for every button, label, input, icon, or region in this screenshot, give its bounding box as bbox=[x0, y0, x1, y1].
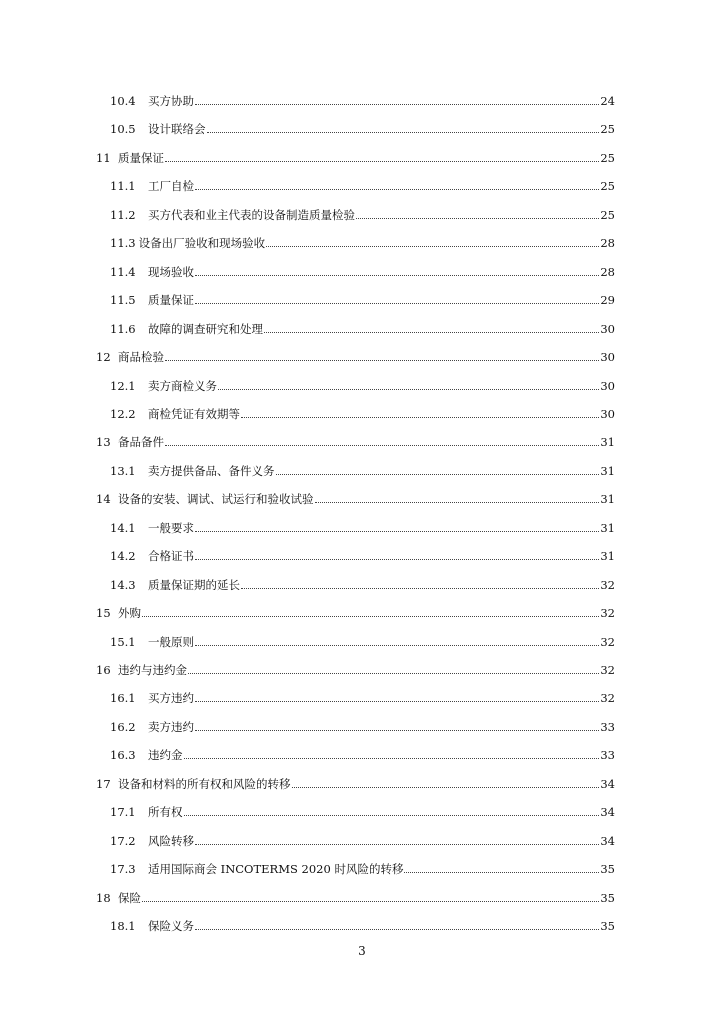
toc-entry-page: 31 bbox=[600, 520, 615, 535]
toc-entry-title: 一般要求 bbox=[148, 520, 194, 535]
toc-entry[interactable] bbox=[110, 830, 615, 848]
toc-entry[interactable] bbox=[110, 232, 615, 250]
toc-entry-page: 30 bbox=[600, 350, 615, 365]
toc-dot-leader bbox=[184, 757, 600, 759]
toc-dot-leader bbox=[276, 473, 600, 475]
toc-entry-page: 31 bbox=[600, 549, 615, 564]
toc-entry-page: 31 bbox=[600, 492, 615, 507]
toc-entry[interactable] bbox=[110, 858, 615, 876]
toc-dot-leader bbox=[356, 217, 599, 219]
toc-entry-number: 16.1 bbox=[110, 691, 136, 706]
toc-entry-number: 12.1 bbox=[110, 378, 136, 393]
toc-entry-number: 10.4 bbox=[110, 94, 136, 108]
toc-entry-number: 18.1 bbox=[110, 919, 136, 934]
toc-entry-page: 34 bbox=[600, 805, 615, 820]
toc-entry-number: 13 bbox=[96, 435, 111, 450]
toc-entry-number: 11.1 bbox=[110, 179, 136, 194]
toc-entry-number: 17.1 bbox=[110, 805, 136, 820]
toc-dot-leader bbox=[292, 786, 600, 788]
toc-entry-number: 14.2 bbox=[110, 549, 136, 564]
toc-dot-leader bbox=[195, 729, 599, 731]
toc-entry-title: 卖方违约 bbox=[148, 719, 194, 734]
toc-entry-title: 保险义务 bbox=[148, 919, 194, 934]
toc-entry-page: 25 bbox=[600, 150, 615, 165]
toc-entry-title: 设备的安装、调试、试运行和验收试验 bbox=[118, 492, 314, 507]
toc-entry[interactable] bbox=[110, 318, 615, 336]
toc-entry-title: 违约与违约金 bbox=[118, 663, 187, 677]
toc-entry-title: 买方违约 bbox=[148, 691, 194, 706]
toc-entry-title: 质量保证 bbox=[118, 150, 164, 165]
toc-dot-leader bbox=[241, 416, 599, 418]
toc-dot-leader bbox=[218, 388, 599, 390]
toc-entry-page: 30 bbox=[600, 406, 615, 421]
toc-entry[interactable] bbox=[110, 175, 615, 193]
toc-entry[interactable] bbox=[110, 403, 615, 421]
toc-dot-leader bbox=[195, 928, 599, 930]
toc-entry-page: 32 bbox=[600, 691, 615, 706]
toc-entry-title: 质量保证 bbox=[148, 293, 194, 308]
toc-entry-title: 设备出厂验收和现场验收 bbox=[138, 236, 266, 251]
toc-entry[interactable] bbox=[110, 574, 615, 592]
toc-entry-page: 25 bbox=[600, 122, 615, 137]
toc-entry-number: 11.6 bbox=[110, 321, 136, 336]
toc-entry-page: 31 bbox=[600, 463, 615, 478]
toc-entry-title: 现场验收 bbox=[148, 264, 194, 279]
toc-dot-leader bbox=[195, 103, 599, 105]
toc-entry[interactable] bbox=[110, 289, 615, 307]
toc-entry-number: 10.5 bbox=[110, 122, 136, 137]
toc-entry-number: 14 bbox=[96, 492, 111, 507]
toc-dot-leader bbox=[188, 672, 599, 674]
toc-entry-number: 11.5 bbox=[110, 293, 136, 308]
toc-entry-number: 16 bbox=[96, 663, 111, 677]
toc-entry-title: 违约金 bbox=[148, 748, 183, 763]
toc-entry-number: 18 bbox=[96, 890, 111, 905]
toc-entry[interactable] bbox=[110, 545, 615, 563]
toc-entry-page: 28 bbox=[600, 236, 615, 251]
toc-entry-number: 17.2 bbox=[110, 833, 136, 848]
toc-dot-leader bbox=[195, 843, 599, 845]
toc-dot-leader bbox=[264, 331, 599, 333]
toc-entry[interactable] bbox=[110, 687, 615, 705]
toc-entry-page: 32 bbox=[600, 663, 615, 677]
toc-entry[interactable] bbox=[96, 659, 615, 677]
toc-entry-page: 33 bbox=[600, 748, 615, 763]
toc-entry-title: 买方协助 bbox=[148, 94, 194, 108]
toc-entry-page: 25 bbox=[600, 207, 615, 222]
toc-entry-title: 质量保证期的延长 bbox=[148, 577, 240, 592]
toc-dot-leader bbox=[165, 444, 599, 446]
toc-entry[interactable] bbox=[96, 147, 615, 165]
toc-entry-title: 商检凭证有效期等 bbox=[148, 406, 240, 421]
toc-entry-page: 24 bbox=[600, 94, 615, 108]
toc-entry-number: 12.2 bbox=[110, 406, 136, 421]
toc-entry-page: 35 bbox=[600, 919, 615, 934]
toc-entry-title: 所有权 bbox=[148, 805, 183, 820]
toc-dot-leader bbox=[195, 302, 599, 304]
toc-dot-leader bbox=[184, 814, 600, 816]
toc-entry-page: 32 bbox=[600, 634, 615, 649]
toc-dot-leader bbox=[195, 274, 599, 276]
toc-entry-number: 17.3 bbox=[110, 862, 136, 877]
toc-entry[interactable] bbox=[96, 602, 615, 620]
toc-entry-title: 设备和材料的所有权和风险的转移 bbox=[118, 776, 291, 791]
toc-dot-leader bbox=[404, 871, 599, 873]
toc-entry-page: 34 bbox=[600, 833, 615, 848]
toc-entry-number: 15 bbox=[96, 606, 111, 621]
toc-dot-leader bbox=[142, 900, 599, 902]
toc-entry-title: 设计联络会 bbox=[148, 122, 206, 137]
toc-entry-title: 合格证书 bbox=[148, 549, 194, 564]
toc-entry-page: 29 bbox=[600, 293, 615, 308]
toc-dot-leader bbox=[266, 245, 599, 247]
toc-entry-title: 故障的调查研究和处理 bbox=[148, 321, 263, 336]
toc-entry[interactable] bbox=[110, 375, 615, 393]
toc-entry-page: 30 bbox=[600, 321, 615, 336]
toc-entry-page: 34 bbox=[600, 776, 615, 791]
toc-entry-number: 13.1 bbox=[110, 463, 136, 478]
toc-entry-page: 35 bbox=[600, 862, 615, 877]
toc-dot-leader bbox=[195, 188, 599, 190]
toc-entry[interactable] bbox=[96, 773, 615, 791]
toc-entry[interactable] bbox=[110, 261, 615, 279]
toc-entry[interactable] bbox=[110, 204, 615, 222]
toc-entry[interactable] bbox=[110, 744, 615, 762]
toc-entry-title: 一般原则 bbox=[148, 634, 194, 649]
toc-entry[interactable] bbox=[96, 488, 615, 506]
toc-entry[interactable] bbox=[96, 346, 615, 364]
toc-entry-number: 11.3 bbox=[110, 236, 136, 251]
toc-entry-number: 14.3 bbox=[110, 577, 136, 592]
toc-entry-number: 11.4 bbox=[110, 264, 136, 279]
toc-dot-leader bbox=[142, 615, 599, 617]
toc-dot-leader bbox=[195, 558, 599, 560]
toc-entry[interactable] bbox=[110, 460, 615, 478]
toc-entry-page: 33 bbox=[600, 719, 615, 734]
toc-entry-page: 28 bbox=[600, 264, 615, 279]
toc-dot-leader bbox=[165, 160, 599, 162]
toc-entry[interactable] bbox=[110, 915, 615, 933]
toc-entry-page: 35 bbox=[600, 890, 615, 905]
toc-entry-title: 保险 bbox=[118, 890, 141, 905]
toc-entry-number: 17 bbox=[96, 776, 111, 791]
toc-entry-page: 32 bbox=[600, 577, 615, 592]
toc-entry-title: 适用国际商会 INCOTERMS 2020 时风险的转移 bbox=[148, 862, 404, 877]
toc-entry-title: 风险转移 bbox=[148, 833, 194, 848]
toc-dot-leader bbox=[165, 359, 599, 361]
toc-dot-leader bbox=[195, 700, 599, 702]
toc-entry-title: 备品备件 bbox=[118, 435, 164, 450]
toc-entry-number: 14.1 bbox=[110, 520, 136, 535]
toc-entry[interactable] bbox=[110, 118, 615, 136]
toc-entry[interactable] bbox=[110, 90, 615, 108]
toc-entry-page: 25 bbox=[600, 179, 615, 194]
toc-dot-leader bbox=[315, 501, 600, 503]
toc-entry[interactable] bbox=[96, 887, 615, 905]
toc-entry[interactable] bbox=[110, 517, 615, 535]
toc-dot-leader bbox=[207, 131, 600, 133]
toc-entry-number: 12 bbox=[96, 350, 111, 365]
page-number: 3 bbox=[358, 944, 366, 958]
toc-entry[interactable] bbox=[110, 716, 615, 734]
toc-entry-number: 16.3 bbox=[110, 748, 136, 763]
toc-entry-page: 32 bbox=[600, 606, 615, 621]
toc-dot-leader bbox=[241, 587, 599, 589]
toc-dot-leader bbox=[195, 644, 599, 646]
toc-entry[interactable] bbox=[110, 801, 615, 819]
toc-entry-title: 买方代表和业主代表的设备制造质量检验 bbox=[148, 207, 355, 222]
toc-entry-number: 16.2 bbox=[110, 719, 136, 734]
toc-entry-title: 工厂自检 bbox=[148, 179, 194, 194]
toc-dot-leader bbox=[195, 530, 599, 532]
toc-entry-page: 31 bbox=[600, 435, 615, 450]
toc-entry[interactable] bbox=[110, 631, 615, 649]
toc-entry-number: 11 bbox=[96, 150, 111, 165]
toc-entry-page: 30 bbox=[600, 378, 615, 393]
toc-entry-title: 卖方提供备品、备件义务 bbox=[148, 463, 275, 478]
toc-entry-number: 11.2 bbox=[110, 207, 136, 222]
toc-entry-title: 外购 bbox=[118, 606, 141, 621]
toc-entry-title: 卖方商检义务 bbox=[148, 378, 217, 393]
toc-entry-title: 商品检验 bbox=[118, 350, 164, 365]
toc-entry-number: 15.1 bbox=[110, 634, 136, 649]
toc-entry[interactable] bbox=[96, 431, 615, 449]
